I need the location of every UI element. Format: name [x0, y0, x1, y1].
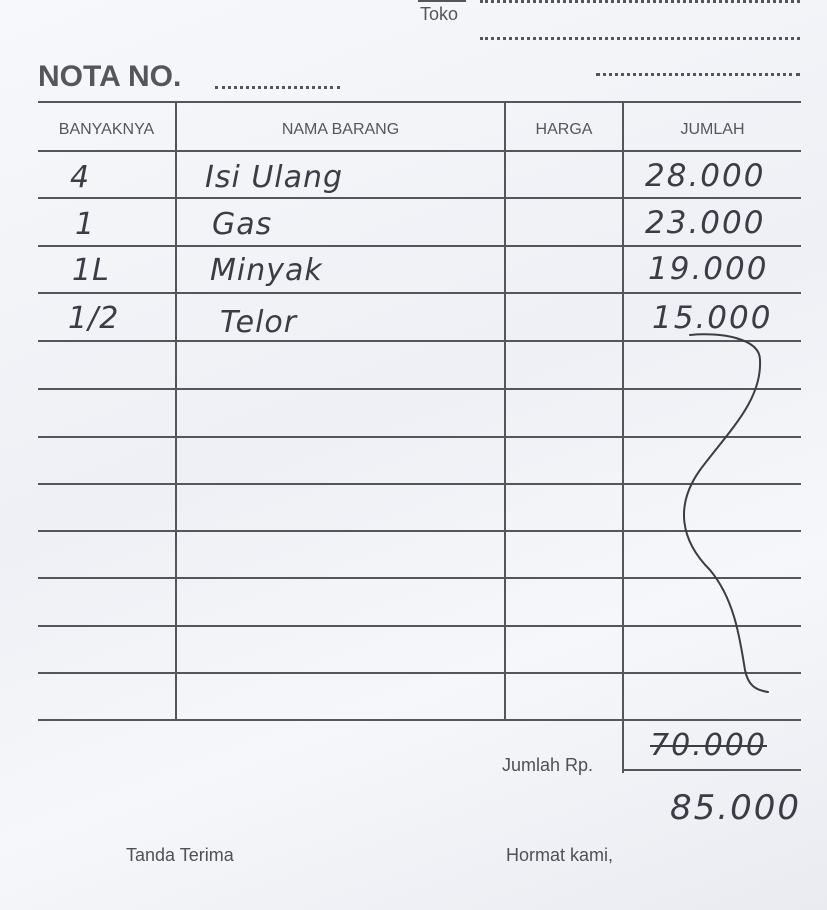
- toko-label: Toko: [420, 4, 459, 24]
- row-1-name: Isi Ulang: [205, 160, 344, 195]
- total-underline: [622, 769, 801, 771]
- row-2-name: Gas: [212, 207, 273, 242]
- nota-title: NOTA NO.: [38, 60, 182, 93]
- received-signature-label: Tanda Terima: [126, 845, 234, 865]
- row-2-total: 23.000: [645, 205, 766, 241]
- row-3-qty: 1L: [72, 253, 110, 288]
- total-crossed-out: 70.000: [650, 728, 767, 763]
- column-header-price: HARGA: [535, 121, 593, 138]
- total-label: Jumlah Rp.: [502, 755, 594, 775]
- row-3-total: 19.000: [648, 251, 769, 287]
- row-1-qty: 4: [70, 160, 91, 195]
- column-header-total: JUMLAH: [680, 121, 745, 138]
- regards-signature-label: Hormat kami,: [506, 845, 614, 865]
- row-3-name: Minyak: [210, 253, 323, 288]
- row-4-name: Telor: [220, 305, 298, 340]
- row-2-qty: 1: [75, 207, 96, 242]
- row-1-total: 28.000: [645, 158, 766, 194]
- total-corrected: 85.000: [670, 788, 801, 828]
- column-header-name: NAMA BARANG: [281, 121, 400, 138]
- row-4-qty: 1/2: [68, 301, 120, 336]
- row-4-total: 15.000: [652, 300, 773, 336]
- column-header-qty: BANYAKNYA: [58, 121, 155, 138]
